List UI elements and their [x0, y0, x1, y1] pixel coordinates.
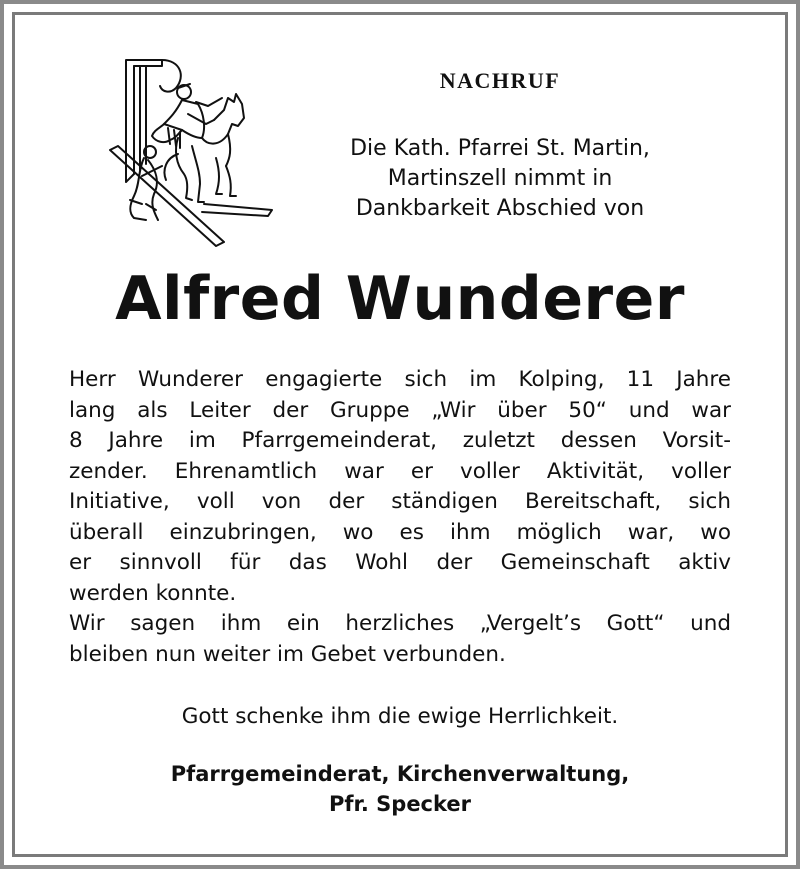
- tribute-line: bleiben nun weiter im Gebet verbunden.: [69, 641, 506, 667]
- tribute-line: 8 Jahre im Pfarrgemeinderat, zuletzt dessen Vorsit-: [69, 428, 731, 453]
- signature-line: Pfarrgemeinderat, Kirchenverwaltung,: [170, 762, 630, 786]
- tribute-line: zender. Ehrenamtlich war er voller Aktivität, voller: [69, 458, 731, 484]
- tribute-line: überall einzubringen, wo es ihm möglich war, wo: [69, 519, 731, 545]
- tribute-line: Wir sagen ihm ein herzliches „Vergelt’s Gott“ und: [69, 611, 731, 636]
- signature-line: Pfr. Specker: [328, 792, 472, 816]
- tribute-line: er sinnvoll für das Wohl der Gemeinschaft aktiv: [69, 550, 731, 575]
- intro-text: [300, 134, 700, 224]
- blessing-text: Gott schenke ihm die ewige Herrlichkeit.: [181, 704, 619, 729]
- tribute-line: Herr Wunderer engagierte sich im Kolping, 11 Jahre: [69, 367, 731, 392]
- tribute-line: werden konnte.: [69, 580, 237, 606]
- intro-line: Martinszell nimmt in: [387, 166, 613, 191]
- signature-block: [0, 759, 800, 819]
- tribute-line: Initiative, voll von der ständigen Bereitschaft, sich: [69, 489, 731, 514]
- intro-line: Dankbarkeit Abschied von: [355, 196, 645, 221]
- intro-line: Die Kath. Pfarrei St. Martin,: [350, 136, 650, 161]
- tribute-line: lang als Leiter der Gruppe „Wir über 50“ und war: [69, 397, 731, 423]
- tribute-text: [69, 365, 731, 670]
- st-martin-horseman-icon: [104, 54, 276, 250]
- deceased-name: Alfred Wunderer: [115, 264, 685, 334]
- notice-heading: NACHRUF: [439, 68, 561, 93]
